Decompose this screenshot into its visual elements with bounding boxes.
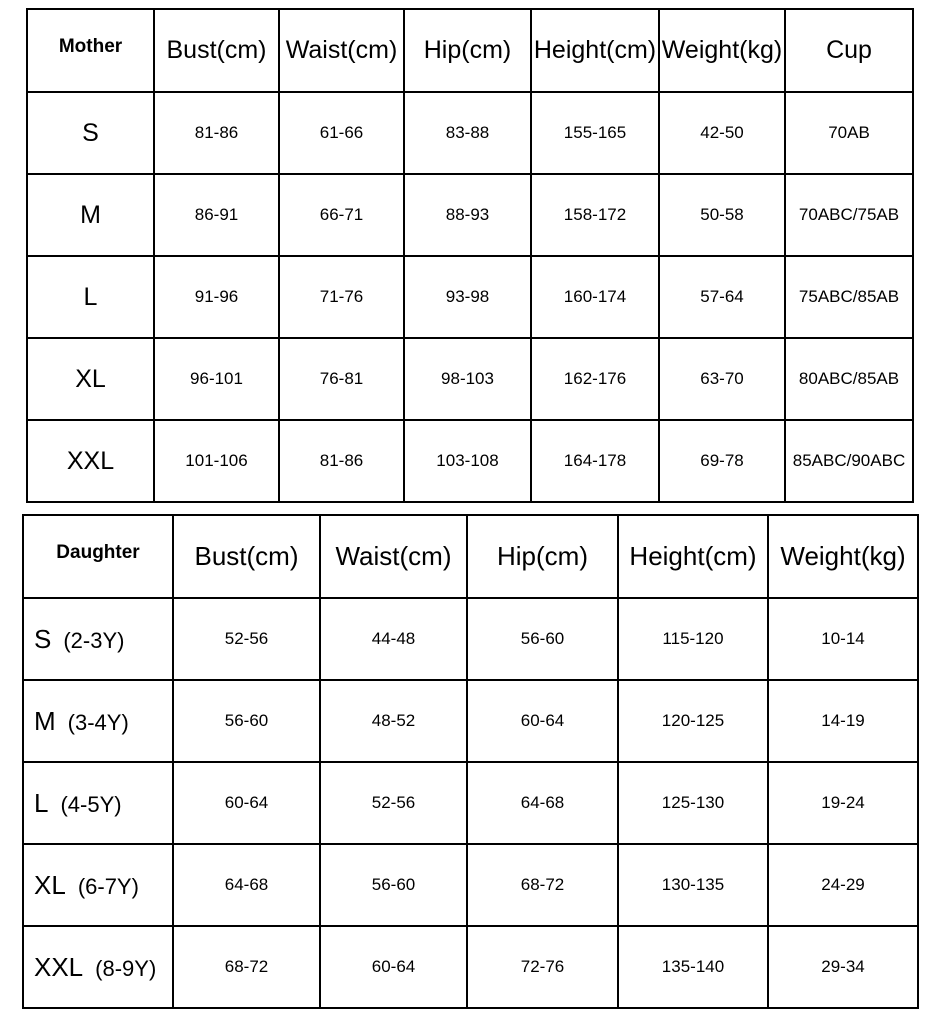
table-row (23, 926, 918, 1008)
size-label: L (27, 256, 154, 338)
age-range: (4-5Y) (60, 791, 122, 817)
waist-value: 48-52 (320, 680, 467, 762)
mother-header-row (27, 9, 913, 92)
weight-value: 57-64 (659, 256, 785, 338)
hip-value: 93-98 (404, 256, 531, 338)
waist-value: 76-81 (279, 338, 404, 420)
header-hip: Hip(cm) (467, 515, 618, 598)
size-label (23, 844, 173, 926)
hip-value: 56-60 (467, 598, 618, 680)
weight-value: 19-24 (768, 762, 918, 844)
weight-value: 42-50 (659, 92, 785, 174)
hip-value: 60-64 (467, 680, 618, 762)
weight-value: 50-58 (659, 174, 785, 256)
size-label (23, 926, 173, 1008)
height-value: 115-120 (618, 598, 768, 680)
table-row (27, 256, 913, 338)
cup-value: 80ABC/85AB (785, 338, 913, 420)
waist-value: 60-64 (320, 926, 467, 1008)
table-row (27, 92, 913, 174)
height-value: 125-130 (618, 762, 768, 844)
size-code: XXL (34, 951, 84, 982)
bust-value: 96-101 (154, 338, 279, 420)
size-label: S (27, 92, 154, 174)
mother-size-table (26, 8, 914, 503)
header-bust: Bust(cm) (154, 9, 279, 92)
bust-value: 52-56 (173, 598, 320, 680)
header-cup: Cup (785, 9, 913, 92)
bust-value: 60-64 (173, 762, 320, 844)
waist-value: 44-48 (320, 598, 467, 680)
waist-value: 71-76 (279, 256, 404, 338)
height-value: 130-135 (618, 844, 768, 926)
age-range: (3-4Y) (67, 709, 129, 735)
size-label: XXL (27, 420, 154, 502)
bust-value: 64-68 (173, 844, 320, 926)
hip-value: 83-88 (404, 92, 531, 174)
cup-value: 75ABC/85AB (785, 256, 913, 338)
header-height: Height(cm) (618, 515, 768, 598)
weight-value: 69-78 (659, 420, 785, 502)
waist-value: 56-60 (320, 844, 467, 926)
size-label (23, 762, 173, 844)
bust-value: 56-60 (173, 680, 320, 762)
weight-value: 29-34 (768, 926, 918, 1008)
size-code: L (34, 787, 49, 818)
table-row (27, 338, 913, 420)
age-range: (6-7Y) (77, 873, 139, 899)
header-bust: Bust(cm) (173, 515, 320, 598)
waist-value: 52-56 (320, 762, 467, 844)
table-row (27, 174, 913, 256)
weight-value: 24-29 (768, 844, 918, 926)
size-code: XL (34, 869, 66, 900)
size-label (23, 598, 173, 680)
height-value: 164-178 (531, 420, 659, 502)
daughter-size-table (22, 514, 919, 1009)
table-row (23, 844, 918, 926)
weight-value: 63-70 (659, 338, 785, 420)
hip-value: 88-93 (404, 174, 531, 256)
hip-value: 98-103 (404, 338, 531, 420)
header-weight: Weight(kg) (768, 515, 918, 598)
weight-value: 10-14 (768, 598, 918, 680)
height-value: 160-174 (531, 256, 659, 338)
bust-value: 101-106 (154, 420, 279, 502)
cup-value: 85ABC/90ABC (785, 420, 913, 502)
header-hip: Hip(cm) (404, 9, 531, 92)
height-value: 158-172 (531, 174, 659, 256)
waist-value: 81-86 (279, 420, 404, 502)
table-row (23, 598, 918, 680)
cup-value: 70ABC/75AB (785, 174, 913, 256)
height-value: 155-165 (531, 92, 659, 174)
size-label (23, 680, 173, 762)
age-range: (8-9Y) (95, 955, 157, 981)
bust-value: 68-72 (173, 926, 320, 1008)
table-row (23, 680, 918, 762)
hip-value: 68-72 (467, 844, 618, 926)
table-row (27, 420, 913, 502)
bust-value: 86-91 (154, 174, 279, 256)
hip-value: 72-76 (467, 926, 618, 1008)
size-code: M (34, 705, 56, 736)
daughter-label: Daughter (23, 515, 173, 598)
cup-value: 70AB (785, 92, 913, 174)
mother-label: Mother (27, 9, 154, 92)
waist-value: 61-66 (279, 92, 404, 174)
size-label: M (27, 174, 154, 256)
header-height: Height(cm) (531, 9, 659, 92)
hip-value: 64-68 (467, 762, 618, 844)
bust-value: 81-86 (154, 92, 279, 174)
header-waist: Waist(cm) (320, 515, 467, 598)
bust-value: 91-96 (154, 256, 279, 338)
hip-value: 103-108 (404, 420, 531, 502)
height-value: 120-125 (618, 680, 768, 762)
height-value: 135-140 (618, 926, 768, 1008)
weight-value: 14-19 (768, 680, 918, 762)
size-code: S (34, 623, 52, 654)
header-waist: Waist(cm) (279, 9, 404, 92)
header-weight: Weight(kg) (659, 9, 785, 92)
size-label: XL (27, 338, 154, 420)
table-row (23, 762, 918, 844)
age-range: (2-3Y) (63, 627, 125, 653)
waist-value: 66-71 (279, 174, 404, 256)
daughter-header-row (23, 515, 918, 598)
height-value: 162-176 (531, 338, 659, 420)
